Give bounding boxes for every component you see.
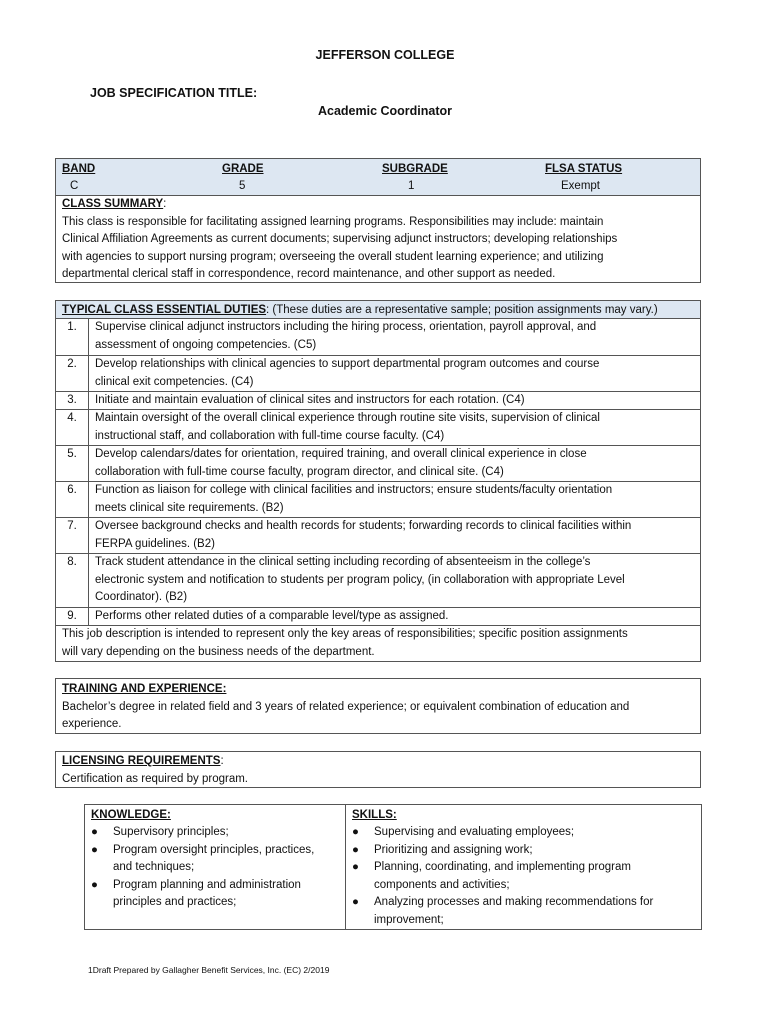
bullet-icon: ● (352, 826, 359, 838)
duty-number: 5. (56, 446, 89, 481)
knowledge-title: KNOWLEDGE: (91, 809, 171, 821)
skills-item: ● Prioritizing and assigning work; (348, 842, 653, 860)
bullet-icon: ● (352, 843, 359, 856)
duties-header (56, 301, 700, 319)
duty-row (56, 608, 700, 626)
duty-number: 3. (56, 392, 89, 409)
duty-row (56, 446, 700, 482)
licensing-text: Certification as required by program. (62, 772, 248, 785)
duty-text: Develop calendars/dates for orientation, required training, and overall clinical experience in close collaboration with full-time course faculty, program director, and clinical site. (C4) (95, 448, 587, 478)
licensing-box: LICENSING REQUIREMENTS: Certification as required by program. (55, 751, 701, 788)
classification-table (55, 158, 701, 283)
knowledge-item: ● Program planning and administration principles and practices; (91, 878, 301, 908)
duty-text: Supervise clinical adjunct instructors including the hiring process, orientation, payroll approval, and assessment of ongoing competencies. (C5) (95, 321, 597, 351)
subgrade-value: 1 (408, 180, 415, 192)
bullet-icon: ● (352, 861, 359, 873)
training-experience-box (55, 678, 701, 734)
bullet-icon: ● (91, 878, 98, 891)
knowledge-column (85, 805, 346, 929)
summary-line: Clinical Affiliation Agreements as current documents; supervising adjunct instructors; developing relationships (62, 233, 618, 245)
knowledge-item: ● Program oversight principles, practices, and techniques; (91, 843, 315, 873)
class-summary-title: CLASS SUMMARY (62, 198, 164, 210)
duty-row (56, 392, 700, 410)
classification-header-row (56, 159, 700, 196)
skills-item: ● Supervising and evaluating employees; (348, 824, 653, 842)
skills-item: ● Planning, coordinating, and implementing program components and activities; (352, 861, 631, 891)
subgrade-label: SUBGRADE (382, 163, 448, 175)
duty-text: Performs other related duties of a comparable level/type as assigned. (95, 610, 449, 622)
duty-number: 7. (56, 518, 89, 553)
skills-title: SKILLS: (352, 809, 397, 821)
training-text: experience. (62, 718, 122, 730)
grade-value: 5 (239, 180, 246, 192)
grade-label: GRADE (222, 163, 264, 175)
duty-text: Oversee background checks and health records for students; forwarding records to clinical facilities within FERPA guidelines. (B2) (95, 520, 632, 550)
duty-number: 1. (56, 319, 89, 355)
page-footer: 1Draft Prepared by Gallagher Benefit Services, Inc. (EC) 2/2019 (88, 965, 330, 975)
duty-text: Function as liaison for college with clinical facilities and instructors; ensure students/faculty orientation meets clinical site requirements. (B2) (95, 484, 613, 514)
class-summary: CLASS SUMMARY: This class is responsible for facilitating assigned learning programs. Responsibilities may include: maintain Clinical Affiliation Agreements as current documents; supervising adjunct instructors; developing relationships with agencies to support nursing program; overseeing the overall student learning experience; and utilizing departmental clerical staff in correspondence, record maintenance, and other support as needed. (62, 196, 698, 284)
summary-line: departmental clerical staff in correspondence, record maintenance, and other support as needed. (62, 268, 556, 280)
duty-text: Develop relationships with clinical agencies to support departmental program outcomes and course clinical exit competencies. (C4) (95, 358, 600, 388)
duties-disclaimer: This job description is intended to represent only the key areas of responsibilities; specific position assignments will vary depending on the business needs of the department. (62, 628, 628, 658)
training-text: Bachelor’s degree in related field and 3 years of related experience; or equivalent combination of education and (62, 700, 630, 713)
duty-row (56, 319, 700, 356)
summary-line: with agencies to support nursing program; overseeing the overall student learning experience; and utilizing (62, 250, 604, 263)
duty-number: 2. (56, 356, 89, 391)
skills-column (346, 805, 701, 929)
duties-title: TYPICAL CLASS ESSENTIAL DUTIES (62, 304, 267, 316)
summary-line: This class is responsible for facilitating assigned learning programs. Responsibilities may include: maintain (62, 215, 604, 228)
job-spec-label: JOB SPECIFICATION TITLE: (90, 86, 258, 100)
flsa-status-value: Exempt (561, 180, 600, 192)
duty-text: Track student attendance in the clinical setting including recording of absenteeism in the college’s electronic system and notification to students per program policy, (in collaboration with appropriate Level Coordinator). (B2) (95, 556, 625, 603)
training-title: TRAINING AND EXPERIENCE: (62, 683, 227, 695)
duty-number: 9. (56, 608, 89, 625)
bullet-icon: ● (352, 896, 359, 908)
duty-row (56, 356, 700, 392)
duty-number: 4. (56, 410, 89, 445)
band-label: BAND (62, 163, 96, 175)
duty-row (56, 482, 700, 518)
duty-row (56, 518, 700, 554)
duty-text: Maintain oversight of the overall clinical experience through routine site visits, supervision of clinical instructional staff, and collaboration with full-time course faculty. (C4) (95, 412, 600, 442)
knowledge-skills-table (84, 804, 702, 930)
duty-row (56, 410, 700, 446)
college-name: JEFFERSON COLLEGE (315, 48, 455, 62)
bullet-icon: ● (91, 843, 98, 856)
band-value: C (70, 180, 79, 192)
skills-item: ● Analyzing processes and making recommendations for improvement; (352, 896, 654, 926)
flsa-status-label: FLSA STATUS (545, 163, 623, 175)
knowledge-item: ● Supervisory principles; (87, 824, 314, 842)
duty-row (56, 554, 700, 608)
duties-note: : (These duties are a representative sample; position assignments may vary.) (266, 304, 658, 316)
job-spec-title: Academic Coordinator (317, 104, 453, 118)
duty-number: 8. (56, 554, 89, 607)
licensing-title: LICENSING REQUIREMENTS (62, 755, 221, 767)
essential-duties-table (55, 300, 701, 662)
duty-number: 6. (56, 482, 89, 517)
duty-text: Initiate and maintain evaluation of clinical sites and instructors for each rotation. (C4) (95, 394, 525, 406)
bullet-icon: ● (91, 826, 98, 838)
